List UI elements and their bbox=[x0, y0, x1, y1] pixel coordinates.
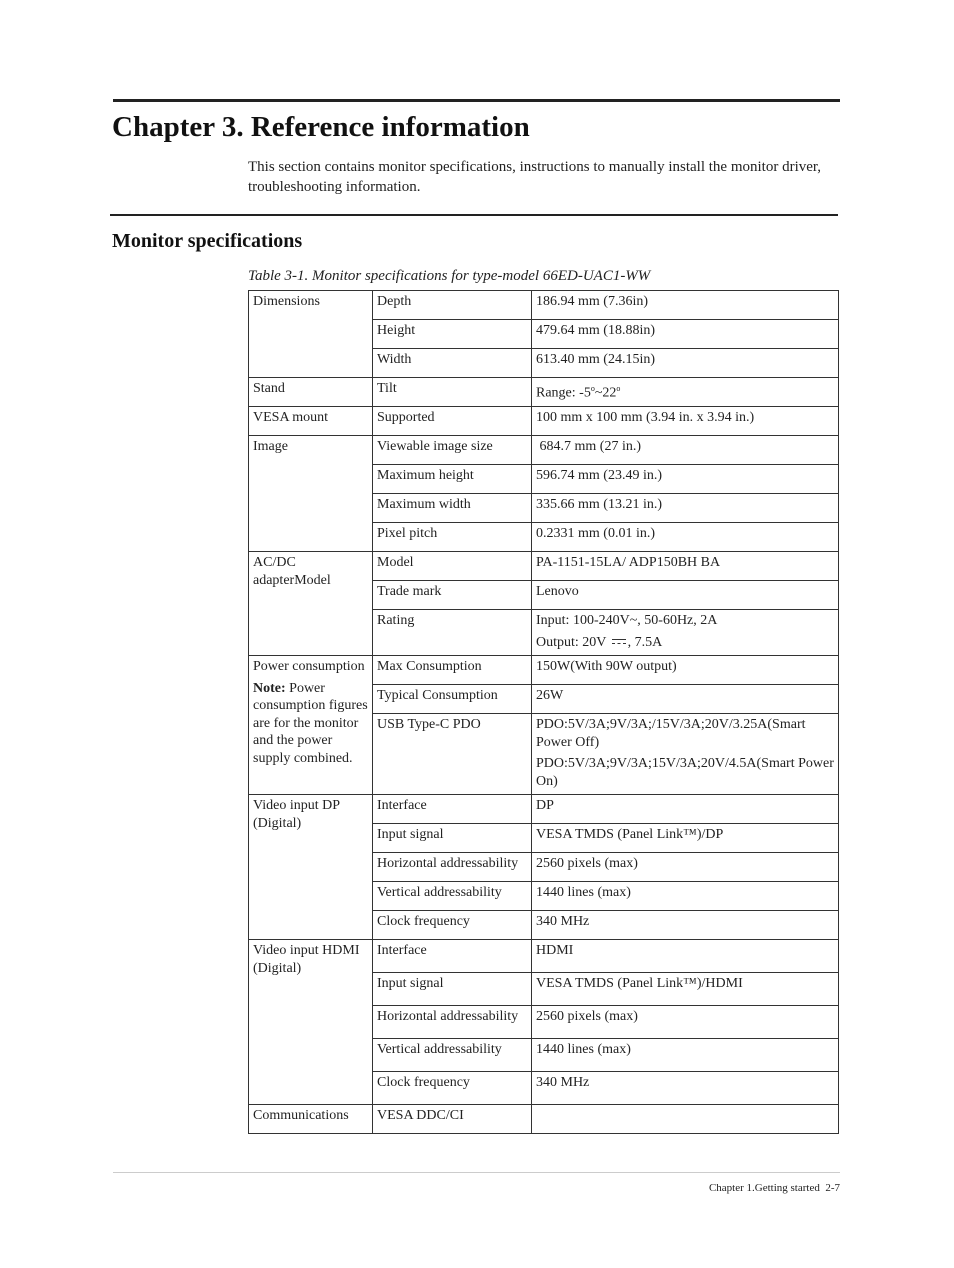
item-height: Height bbox=[373, 320, 532, 349]
section-rule bbox=[110, 214, 838, 216]
item-rating: Rating bbox=[373, 610, 532, 656]
degree-mark: o bbox=[590, 384, 595, 393]
intro-paragraph: This section contains monitor specifications, instructions to manually install the monitor driver, troubleshooting information. bbox=[248, 159, 822, 195]
item-width: Width bbox=[373, 349, 532, 378]
row-label-hdmi: Video input HDMI (Digital) bbox=[249, 940, 373, 1105]
value-hdmi-haddr: 2560 pixels (max) bbox=[532, 1006, 839, 1039]
value-dp-signal: VESA TMDS (Panel Link™)/DP bbox=[532, 824, 839, 853]
value-rating bbox=[532, 610, 839, 656]
item-max-width: Maximum width bbox=[373, 494, 532, 523]
value-pixel-pitch: 0.2331 mm (0.01 in.) bbox=[532, 523, 839, 552]
table-row bbox=[249, 378, 839, 407]
row-label-dimensions: Dimensions bbox=[249, 291, 373, 378]
item-usbc-pdo: USB Type-C PDO bbox=[373, 714, 532, 795]
value-trade-mark: Lenovo bbox=[532, 581, 839, 610]
item-typical-consumption: Typical Consumption bbox=[373, 685, 532, 714]
note-label: Note: bbox=[253, 680, 286, 696]
item-max-height: Maximum height bbox=[373, 465, 532, 494]
row-label-vesa: VESA mount bbox=[249, 407, 373, 436]
table-row bbox=[249, 407, 839, 436]
value-adapter-model: PA-1151-15LA/ ADP150BH BA bbox=[532, 552, 839, 581]
item-vesa-supported: Supported bbox=[373, 407, 532, 436]
tilt-min: Range: -5 bbox=[536, 385, 591, 401]
value-hdmi-signal: VESA TMDS (Panel Link™)/HDMI bbox=[532, 973, 839, 1006]
item-max-consumption: Max Consumption bbox=[373, 656, 532, 685]
item-pixel-pitch: Pixel pitch bbox=[373, 523, 532, 552]
row-label-power bbox=[249, 656, 373, 795]
value-ddc-ci bbox=[532, 1105, 839, 1134]
item-hdmi-clock: Clock frequency bbox=[373, 1072, 532, 1105]
table-row bbox=[249, 291, 839, 320]
chapter-title: Chapter 3. Reference information bbox=[112, 111, 530, 143]
item-dp-haddr: Horizontal addressability bbox=[373, 853, 532, 882]
power-note bbox=[253, 680, 368, 768]
item-adapter-model: Model bbox=[373, 552, 532, 581]
row-label-dp: Video input DP (Digital) bbox=[249, 795, 373, 940]
row-label-adapter: AC/DC adapterModel bbox=[249, 552, 373, 656]
item-dp-signal: Input signal bbox=[373, 824, 532, 853]
value-width: 613.40 mm (24.15in) bbox=[532, 349, 839, 378]
row-label-image: Image bbox=[249, 436, 373, 552]
value-vesa: 100 mm x 100 mm (3.94 in. x 3.94 in.) bbox=[532, 407, 839, 436]
tilt-max: ~22 bbox=[594, 385, 617, 401]
top-rule bbox=[113, 99, 840, 102]
value-height: 479.64 mm (18.88in) bbox=[532, 320, 839, 349]
item-dp-interface: Interface bbox=[373, 795, 532, 824]
note-text: Power consumption figures are for the monitor and the power supply combined. bbox=[253, 680, 368, 766]
degree-mark: o bbox=[616, 384, 621, 393]
table-row bbox=[249, 656, 839, 685]
row-label-stand: Stand bbox=[249, 378, 373, 407]
value-dp-haddr: 2560 pixels (max) bbox=[532, 853, 839, 882]
item-trade-mark: Trade mark bbox=[373, 581, 532, 610]
table-row bbox=[249, 795, 839, 824]
value-depth: 186.94 mm (7.36in) bbox=[532, 291, 839, 320]
item-depth: Depth bbox=[373, 291, 532, 320]
item-hdmi-signal: Input signal bbox=[373, 973, 532, 1006]
value-dp-clock: 340 MHz bbox=[532, 911, 839, 940]
table-row bbox=[249, 1105, 839, 1134]
page-footer: Chapter 1.Getting started 2-7 bbox=[708, 1182, 840, 1194]
item-dp-clock: Clock frequency bbox=[373, 911, 532, 940]
value-hdmi-vaddr: 1440 lines (max) bbox=[532, 1039, 839, 1072]
table-row bbox=[249, 436, 839, 465]
item-tilt: Tilt bbox=[373, 378, 532, 407]
dc-symbol-icon bbox=[612, 639, 626, 646]
section-title: Monitor specifications bbox=[112, 230, 303, 252]
item-hdmi-vaddr: Vertical addressability bbox=[373, 1039, 532, 1072]
power-label: Power consumption bbox=[253, 659, 365, 675]
value-tilt bbox=[532, 378, 839, 407]
item-viewable-size: Viewable image size bbox=[373, 436, 532, 465]
item-ddc-ci: VESA DDC/CI bbox=[373, 1105, 532, 1134]
rating-input: Input: 100-240V~, 50-60Hz, 2A bbox=[536, 613, 718, 629]
rating-output bbox=[536, 634, 834, 652]
value-usbc-pdo bbox=[532, 714, 839, 795]
value-dp-interface: DP bbox=[532, 795, 839, 824]
table-row bbox=[249, 552, 839, 581]
value-hdmi-interface: HDMI bbox=[532, 940, 839, 973]
rating-output-voltage: Output: 20V bbox=[536, 634, 607, 650]
table-caption: Table 3-1. Monitor specifications for type-model 66ED-UAC1-WW bbox=[248, 268, 651, 284]
value-typical-consumption: 26W bbox=[532, 685, 839, 714]
value-viewable-size: 684.7 mm (27 in.) bbox=[532, 436, 839, 465]
value-max-consumption: 150W(With 90W output) bbox=[532, 656, 839, 685]
rating-output-current: , 7.5A bbox=[627, 634, 663, 650]
spec-table bbox=[248, 290, 839, 1134]
usbc-pdo-off: PDO:5V/3A;9V/3A;/15V/3A;20V/3.25A(Smart Power Off) bbox=[536, 717, 806, 750]
table-row bbox=[249, 940, 839, 973]
item-hdmi-haddr: Horizontal addressability bbox=[373, 1006, 532, 1039]
value-max-height: 596.74 mm (23.49 in.) bbox=[532, 465, 839, 494]
value-hdmi-clock: 340 MHz bbox=[532, 1072, 839, 1105]
row-label-communications: Communications bbox=[249, 1105, 373, 1134]
item-hdmi-interface: Interface bbox=[373, 940, 532, 973]
usbc-pdo-on: PDO:5V/3A;9V/3A;15V/3A;20V/4.5A(Smart Power On) bbox=[536, 756, 834, 789]
value-dp-vaddr: 1440 lines (max) bbox=[532, 882, 839, 911]
item-dp-vaddr: Vertical addressability bbox=[373, 882, 532, 911]
footer-rule bbox=[113, 1172, 840, 1173]
value-max-width: 335.66 mm (13.21 in.) bbox=[532, 494, 839, 523]
